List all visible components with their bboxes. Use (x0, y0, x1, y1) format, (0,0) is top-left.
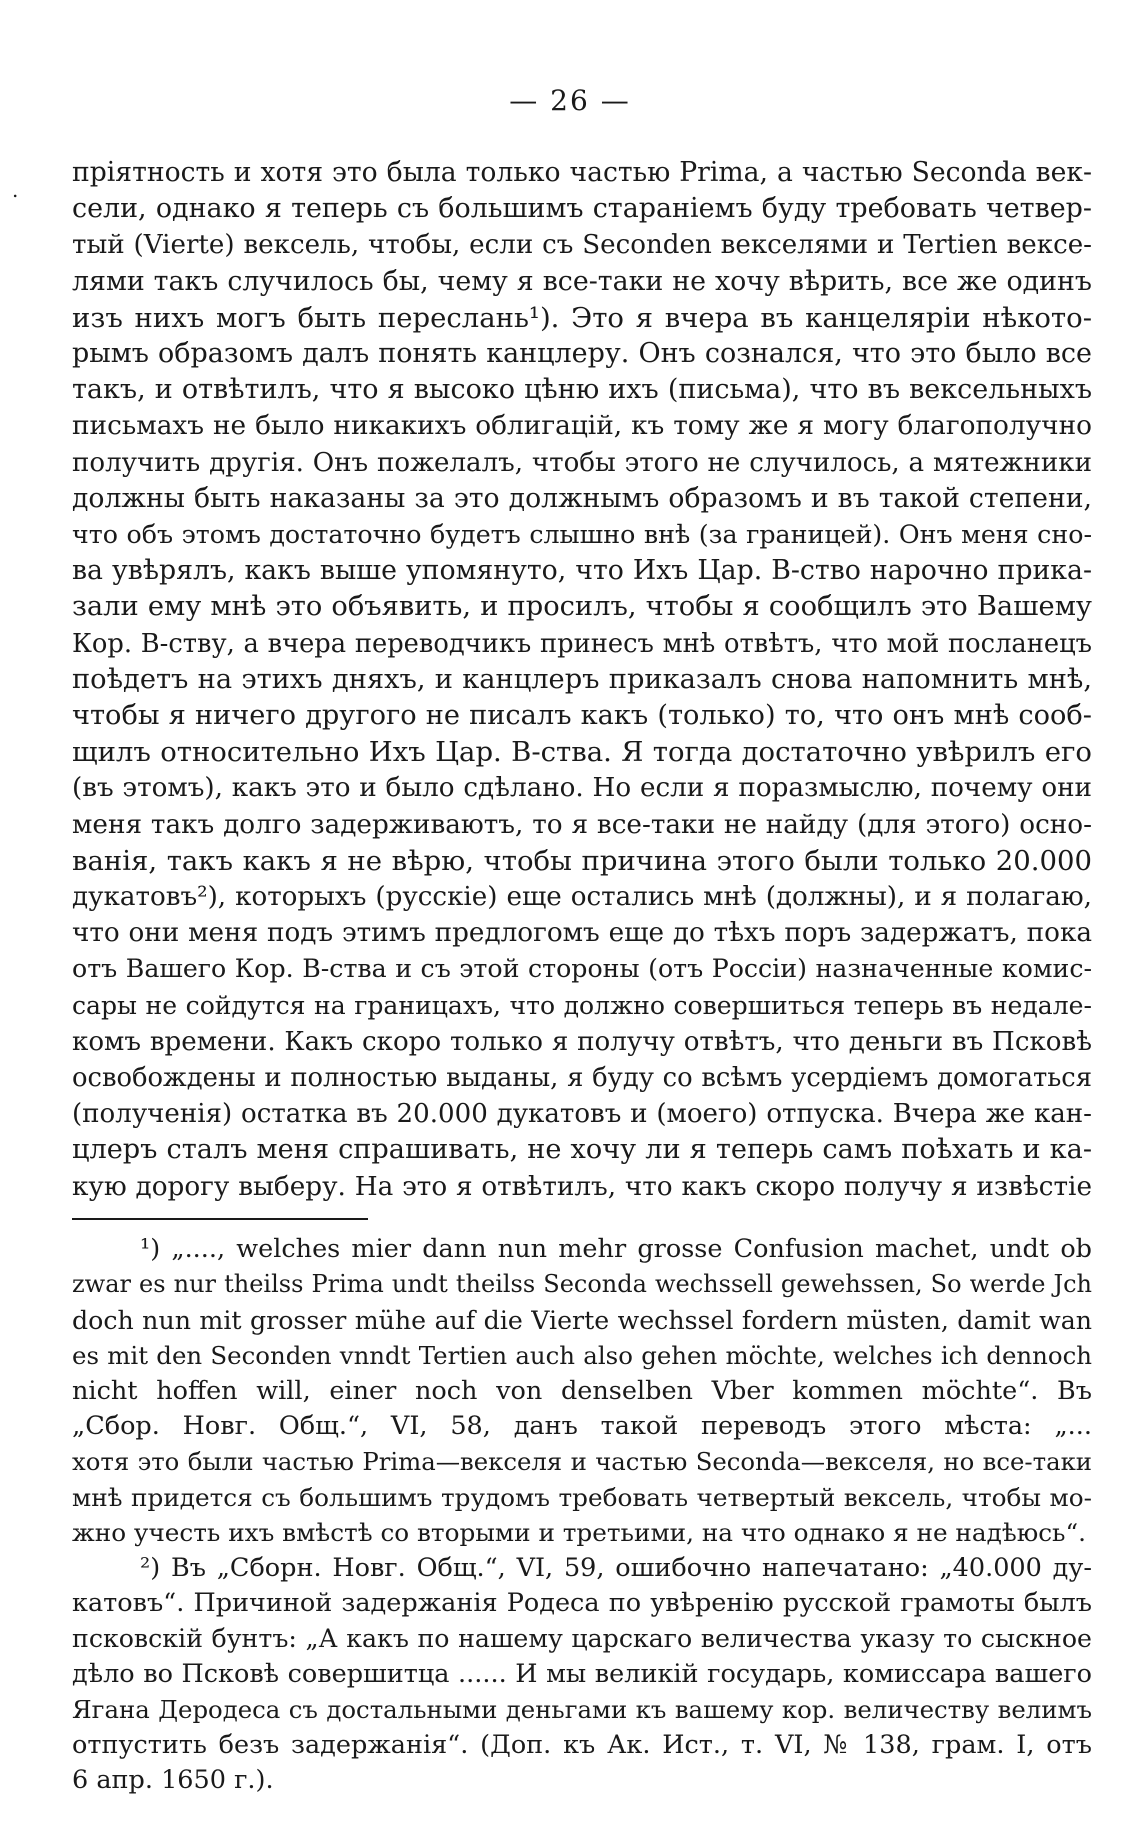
footnote-line: отпустить безъ задержанія“. (Доп. къ Ак. Ист., т. VI, № 138, грам. I, отъ (72, 1729, 1092, 1760)
text-line: ва увѣрялъ, какъ выше упомянуто, что Ихъ Цар. В-ство нарочно прика- (72, 555, 1092, 587)
footnote-line: es mit den Seconden vnndt Tertien auch also gehen möchte, welches ich dennoch (72, 1341, 1092, 1371)
footnote-line: мнѣ придется съ большимъ трудомъ требовать четвертый вексель, чтобы мо- (72, 1482, 1092, 1512)
text-line: такъ, и отвѣтилъ, что я высоко цѣню ихъ (письма), что въ вексельныхъ (72, 374, 1092, 406)
text-line: (полученія) остатка въ 20.000 дукатовъ и (моего) отпуска. Вчера же кан- (72, 1099, 1092, 1130)
footnote-line: ²) Въ „Сборн. Новг. Общ.“, VI, 59, ошибочно напечатано: „40.000 ду- (140, 1552, 1092, 1583)
text-line: сели, однако я теперь съ большимъ стараніемъ буду требовать четвер- (72, 193, 1092, 225)
text-line: поѣдетъ на этихъ дняхъ, и канцлеръ приказалъ снова напомнить мнѣ, (72, 663, 1092, 695)
footnote-line: катовъ“. Причиной задержанія Родеса по увѣренію русской грамоты былъ (72, 1588, 1092, 1619)
text-line: зали ему мнѣ это объявить, и просилъ, чтобы я сообщилъ это Вашему (72, 591, 1092, 623)
footnotes (72, 1232, 1092, 1799)
text-line: пріятность и хотя это была только частью Prima, а частью Seconda век- (72, 157, 1092, 188)
footnote-line: дѣло во Псковѣ совершитца ...... И мы великій государь, комиссара вашего (72, 1658, 1092, 1689)
margin-mark: . (12, 178, 19, 202)
page-number: — 26 — (509, 84, 631, 117)
footnote-line: ¹) „...., welches mier dann nun mehr grosse Confusion machet, undt ob (140, 1234, 1092, 1264)
text-line: лями такъ случилось бы, чему я все-таки не хочу вѣрить, все же одинъ (72, 265, 1092, 297)
footnote-line: хотя это были частью Prima—векселя и частью Seconda—векселя, но все-таки (72, 1447, 1092, 1477)
text-line: цлеръ сталъ меня спрашивать, не хочу ли я теперь самъ поѣхать и ка- (72, 1134, 1092, 1166)
footnote-line: „Сбор. Новг. Общ.“, VI, 58, данъ такой переводъ этого мѣста: „... (72, 1411, 1092, 1442)
footnote-1 (72, 1232, 1092, 1551)
text-line: изъ нихъ могъ быть переслань¹). Это я вчера въ канцеляріи нѣкото- (72, 301, 1092, 334)
footnote-line: Ягана Деродеса съ достальными деньгами къ вашему кор. величеству велимъ (72, 1695, 1092, 1725)
text-line: комъ времени. Какъ скоро только я получу отвѣтъ, что деньги въ Псковѣ (72, 1026, 1092, 1057)
text-line: кую дорогу выберу. На это я отвѣтилъ, что какъ скоро получу я извѣстіе (72, 1171, 1092, 1202)
text-line: получить другія. Онъ пожелалъ, чтобы этого не случилось, а мятежники (72, 447, 1092, 478)
text-line: сары не сойдутся на границахъ, что должно совершиться теперь въ недале- (72, 990, 1092, 1020)
footnote-separator (72, 1218, 368, 1220)
footnote-line: doch nun mit grosser mühe auf die Vierte wechssel fordern müsten, damit wan (72, 1305, 1092, 1335)
footnote-2 (72, 1551, 1092, 1799)
text-line: что они меня подъ этимъ предлогомъ еще до тѣхъ поръ задержатъ, пока (72, 918, 1092, 949)
text-line: чтобы я ничего другого не писалъ какъ (только) то, что онъ мнѣ сооб- (72, 700, 1092, 732)
footnote-line: псковскій бунтъ: „А какъ по нашему царскаго величества указу то сыскное (72, 1624, 1092, 1654)
footnote-line: жно учесть ихъ вмѣстѣ со вторыми и третьими, на что однако я не надѣюсь“. (72, 1518, 1086, 1548)
text-line: письмахъ не было никакихъ облигацій, къ тому же я могу благополучно (72, 411, 1092, 442)
text-line: дукатовъ²), которыхъ (русскіе) еще остались мнѣ (должны), и я полагаю, (72, 882, 1092, 913)
footnote-line: zwar es nur theilss Prima undt theilss Seconda wechssell gewehssen, So werde Jch (72, 1270, 1092, 1299)
text-line: (въ этомъ), какъ это и было сдѣлано. Но если я поразмыслю, почему они (72, 773, 1092, 804)
text-line: Кор. В-ству, а вчера переводчикъ принесъ мнѣ отвѣтъ, что мой посланецъ (72, 628, 1092, 659)
text-line: должны быть наказаны за это должнымъ образомъ и въ такой степени, (72, 482, 1092, 514)
footnote-line: 6 апр. 1650 г.). (72, 1765, 274, 1796)
main-text-body (72, 155, 1092, 1205)
text-line: отъ Вашего Кор. В-ства и съ этой стороны (отъ Россіи) назначенные комис- (72, 954, 1092, 984)
text-line: рымъ образомъ далъ понять канцлеру. Онъ сознался, что это было все (72, 338, 1092, 370)
text-line: освобождены и полностью выданы, я буду со всѣмъ усердіемъ домогаться (72, 1063, 1092, 1094)
footnote-line: nicht hoffen will, einer noch von denselben Vber kommen möchte“. Въ (72, 1375, 1092, 1406)
text-line: ванія, такъ какъ я не вѣрю, чтобы причина этого были только 20.000 (72, 844, 1092, 877)
text-line: щилъ относительно Ихъ Цар. В-ства. Я тогда достаточно увѣрилъ его (72, 736, 1092, 769)
text-line: что объ этомъ достаточно будетъ слышно внѣ (за границей). Онъ меня сно- (72, 520, 1092, 550)
text-line: тый (Vierte) вексель, чтобы, если съ Seconden векселями и Tertien вексе- (72, 230, 1092, 261)
text-line: меня такъ долго задерживаютъ, то я все-таки не найду (для этого) осно- (72, 809, 1092, 840)
